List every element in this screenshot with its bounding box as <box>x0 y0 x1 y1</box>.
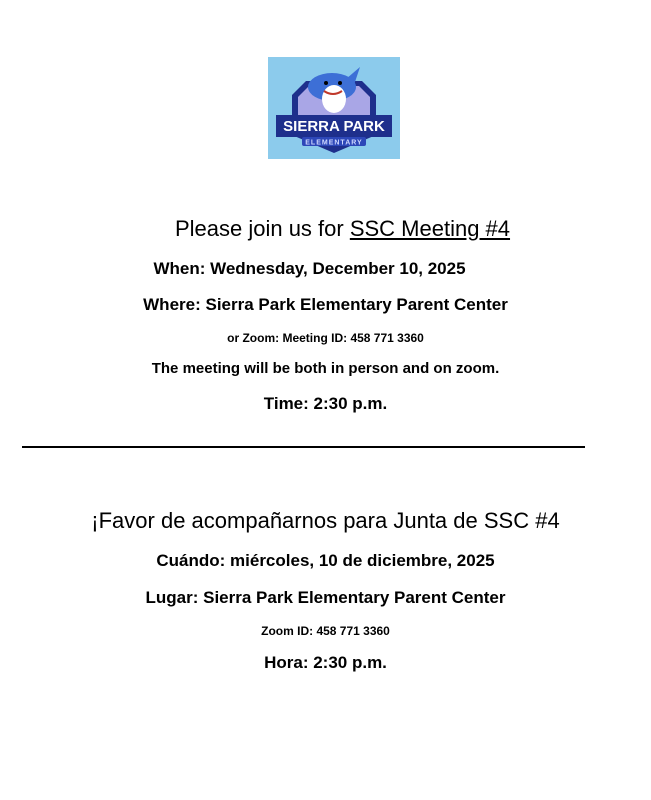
time-line: Time: 2:30 p.m. <box>263 394 388 413</box>
shark-mascot-icon <box>268 57 400 159</box>
spanish-heading: ¡Favor de acompañarnos para Junta de SSC #4 <box>91 508 560 533</box>
school-logo <box>268 57 400 159</box>
invitation-heading <box>0 216 651 242</box>
spanish-when-line: Cuándo: miércoles, 10 de diciembre, 2025 <box>156 551 495 570</box>
spanish-time-line: Hora: 2:30 p.m. <box>264 653 387 672</box>
svg-text:ELEMENTARY: ELEMENTARY <box>305 139 363 147</box>
divider <box>22 446 585 448</box>
when-line: When: Wednesday, December 10, 2025 <box>153 259 466 278</box>
spanish-zoom-line: Zoom ID: 458 771 3360 <box>261 624 390 638</box>
where-line: Where: Sierra Park Elementary Parent Center <box>143 295 508 314</box>
intro-text: Please join us for <box>174 216 350 241</box>
zoom-line: or Zoom: Meeting ID: 458 771 3360 <box>227 331 424 345</box>
mode-line: The meeting will be both in person and on zoom. <box>151 360 500 377</box>
meeting-name: SSC Meeting #4 <box>349 216 511 241</box>
svg-text:SIERRA PARK: SIERRA PARK <box>283 118 385 135</box>
spanish-where-line: Lugar: Sierra Park Elementary Parent Center <box>145 588 506 607</box>
